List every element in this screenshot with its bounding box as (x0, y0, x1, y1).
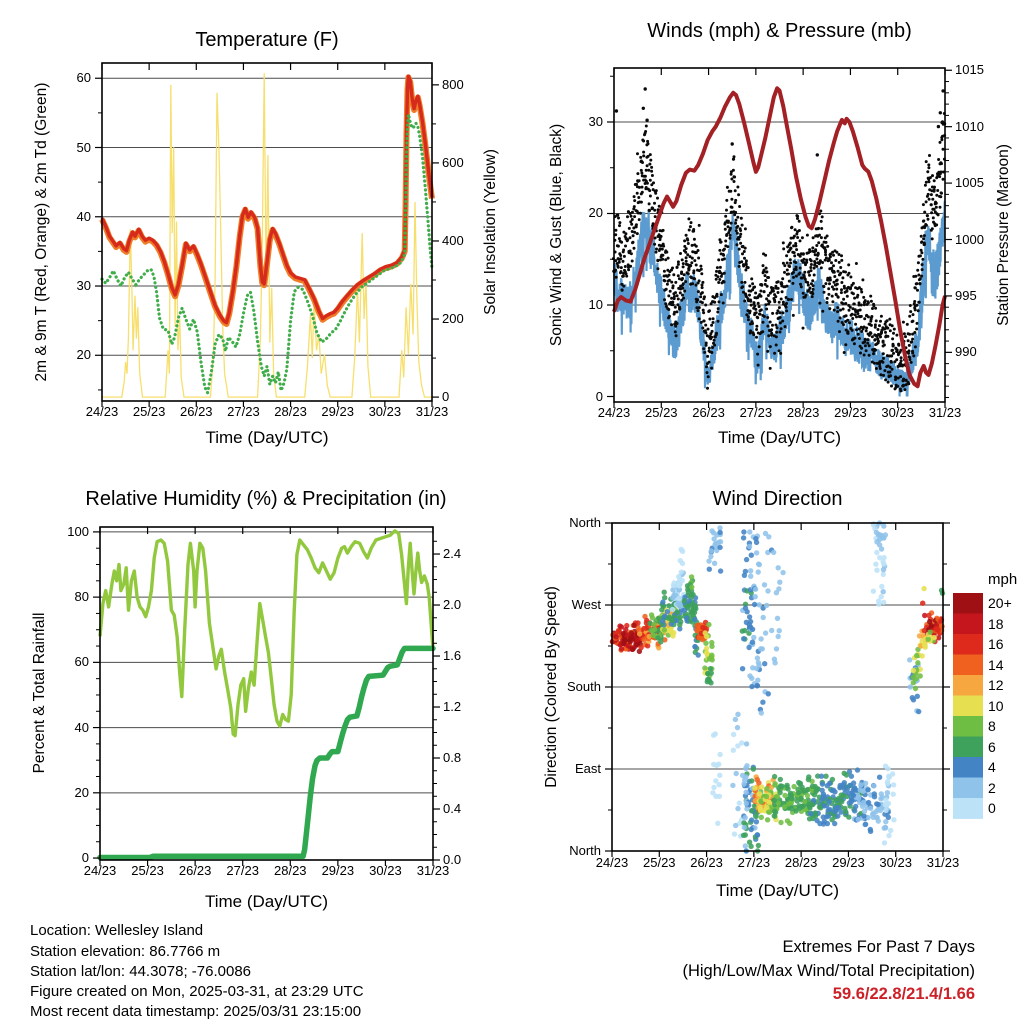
x-tick-label: 28/23 (274, 863, 307, 878)
x-tick-label: 27/23 (737, 855, 771, 870)
y-tick-label: South (567, 679, 601, 694)
y-tick-label: 100 (67, 523, 89, 539)
x-tick-label: 29/23 (321, 404, 354, 419)
x-tick-label: 25/23 (645, 405, 678, 420)
colorbar-title: mph (988, 571, 1018, 588)
x-tick-label: 31/23 (415, 404, 449, 419)
x-tick-label: 24/23 (85, 404, 119, 419)
x-tick-label: 29/23 (321, 863, 355, 878)
humidity-title: Relative Humidity (%) & Precipitation (in) (85, 488, 447, 510)
y-tick-label: 20 (76, 347, 91, 363)
y-tick-label: 0 (81, 850, 89, 866)
colorbar-label: 4 (988, 759, 996, 776)
y-tick-label: 1005 (955, 175, 984, 191)
x-tick-label: 27/23 (226, 863, 259, 878)
y-tick-label: 200 (442, 311, 464, 327)
y-tick-label: 2.0 (443, 597, 462, 613)
colorbar-label: 12 (988, 677, 1004, 694)
y-tick-label: 10 (588, 297, 603, 312)
x-tick-label: 31/23 (416, 863, 450, 878)
footer-elevation: Station elevation: 86.7766 m (30, 943, 221, 960)
y-tick-label: 0.8 (443, 750, 462, 765)
x-tick-label: 24/23 (597, 405, 631, 420)
y-tick-label: 50 (76, 139, 91, 155)
temperature-ylabel-left: 2m & 9m T (Red, Orange) & 2m Td (Green) (33, 82, 50, 382)
y-tick-label: 2.4 (443, 546, 462, 562)
x-tick-label: 29/23 (832, 855, 865, 870)
x-tick-label: 27/23 (739, 405, 773, 420)
y-tick-label: 20 (588, 205, 603, 221)
x-tick-label: 27/23 (227, 404, 260, 419)
y-tick-label: 20 (74, 784, 89, 800)
colorbar-label: 18 (988, 615, 1004, 632)
x-tick-label: 30/23 (369, 863, 402, 878)
colorbar-label: 6 (988, 738, 996, 755)
x-tick-label: 31/23 (926, 855, 960, 870)
y-tick-label: 60 (76, 70, 91, 86)
y-tick-label: 40 (74, 719, 89, 735)
footer-created: Figure created on Mon, 2025-03-31, at 23:29 UTC (30, 983, 364, 1000)
x-tick-label: 24/23 (83, 863, 117, 878)
y-tick-label: 30 (588, 113, 603, 129)
colorbar-label: 16 (988, 636, 1004, 653)
humidity-xlabel: Time (Day/UTC) (204, 892, 329, 911)
winds-ylabel-left: Sonic Wind & Gust (Blue, Black) (548, 123, 565, 347)
y-tick-label: 80 (74, 589, 89, 605)
y-tick-label: 0 (595, 388, 603, 404)
wind-direction-title: Wind Direction (712, 488, 843, 510)
temperature-xlabel: Time (Day/UTC) (205, 428, 329, 447)
x-tick-label: 28/23 (784, 855, 818, 870)
footer-timestamp: Most recent data timestamp: 2025/03/31 23:15:00 (30, 1003, 362, 1020)
x-tick-label: 31/23 (928, 405, 962, 420)
x-tick-label: 26/23 (690, 855, 723, 870)
y-tick-label: 0.0 (443, 852, 462, 867)
y-tick-label: 1015 (955, 62, 984, 78)
x-tick-label: 26/23 (178, 863, 212, 878)
extremes-subheading: (High/Low/Max Wind/Total Precipitation) (682, 962, 975, 980)
x-tick-label: 25/23 (643, 855, 676, 870)
y-tick-label: 0.4 (443, 801, 462, 816)
y-tick-label: 600 (442, 154, 464, 170)
y-tick-label: North (569, 515, 601, 530)
y-tick-label: East (574, 761, 601, 776)
colorbar-label: 10 (988, 697, 1004, 714)
x-tick-label: 25/23 (132, 404, 166, 419)
x-tick-label: 30/23 (879, 855, 912, 870)
x-tick-label: 30/23 (368, 404, 402, 419)
colorbar-label: 0 (988, 800, 996, 817)
x-tick-label: 24/23 (595, 855, 629, 870)
y-tick-label: 1010 (955, 118, 984, 134)
colorbar-label: 20+ (988, 595, 1012, 612)
x-tick-label: 29/23 (834, 405, 867, 420)
y-tick-label: 400 (442, 232, 464, 248)
y-tick-label: 0 (442, 389, 450, 405)
x-tick-label: 30/23 (881, 405, 914, 420)
footer-latlon: Station lat/lon: 44.3078; -76.0086 (30, 963, 252, 980)
y-tick-label: North (569, 843, 601, 858)
temperature-title: Temperature (F) (195, 29, 339, 51)
x-tick-label: 26/23 (180, 404, 213, 419)
x-tick-label: 26/23 (692, 405, 725, 420)
y-tick-label: 1.2 (443, 699, 462, 714)
y-tick-label: 800 (442, 76, 464, 92)
y-tick-label: 990 (955, 344, 977, 360)
winds-ylabel-right: Station Pressure (Maroon) (995, 144, 1012, 326)
winds-title: Winds (mph) & Pressure (mb) (647, 20, 912, 42)
colorbar-label: 2 (988, 779, 996, 796)
colorbar-label: 8 (988, 718, 996, 735)
y-tick-label: 30 (76, 278, 91, 294)
temperature-ylabel-right: Solar Insolation (Yellow) (482, 149, 499, 315)
x-tick-label: 28/23 (274, 404, 307, 419)
footer-location: Location: Wellesley Island (30, 922, 204, 939)
extremes-values: 59.6/22.8/21.4/1.66 (832, 985, 975, 1003)
y-tick-label: 995 (955, 287, 977, 303)
winds-xlabel: Time (Day/UTC) (717, 428, 842, 447)
humidity-ylabel-left: Percent & Total Rainfall (31, 612, 48, 774)
y-tick-label: 40 (76, 208, 91, 224)
wind-direction-ylabel-left: Direction (Colored By Speed) (543, 586, 560, 788)
x-tick-label: 25/23 (131, 863, 164, 878)
y-tick-label: West (571, 597, 601, 612)
y-tick-label: 1.6 (443, 648, 462, 664)
x-tick-label: 28/23 (786, 405, 820, 420)
wind-direction-xlabel: Time (Day/UTC) (715, 881, 840, 900)
y-tick-label: 1000 (955, 231, 984, 247)
colorbar-label: 14 (988, 656, 1004, 673)
y-tick-label: 60 (74, 654, 89, 670)
extremes-heading: Extremes For Past 7 Days (782, 938, 975, 956)
